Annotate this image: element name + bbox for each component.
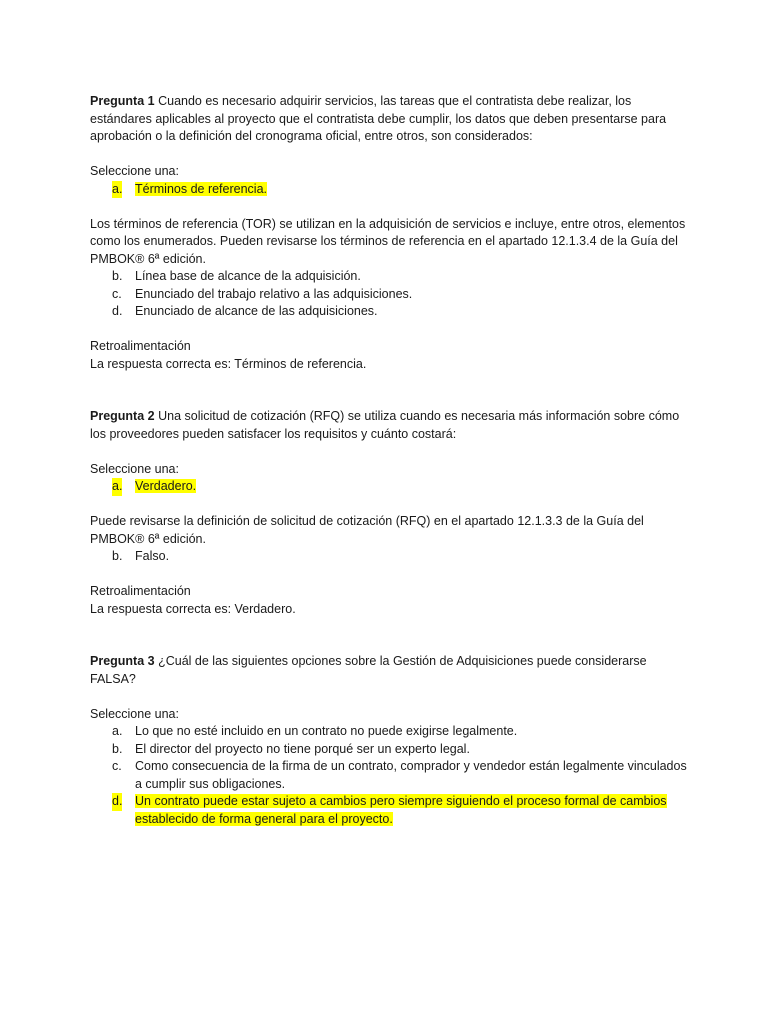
question-3: [90, 653, 690, 828]
question-2-feedback-title: Retroalimentación: [90, 584, 191, 598]
option-text: Enunciado del trabajo relativo a las adquisiciones.: [135, 286, 413, 301]
option-letter: d.: [112, 304, 123, 318]
question-3-option-a: [90, 723, 690, 741]
option-text: Línea base de alcance de la adquisición.: [135, 269, 361, 283]
question-1-highlighted-list: [90, 181, 690, 199]
option-letter: c.: [112, 759, 122, 773]
question-2-option-b: [90, 548, 690, 566]
question-3-option-b: [90, 741, 690, 759]
option-letter: c.: [112, 286, 122, 301]
option-text: Falso.: [135, 549, 170, 563]
question-2-prompt: [90, 408, 690, 443]
option-letter: b.: [112, 741, 123, 756]
question-2-select-prompt: Seleccione una:: [90, 461, 179, 476]
question-1-feedback-text: La respuesta correcta es: Términos de referencia.: [90, 356, 367, 371]
question-1-select-prompt: Seleccione una:: [90, 164, 179, 178]
option-text: Enunciado de alcance de las adquisiciones.: [135, 304, 378, 318]
question-1-prompt: [90, 93, 690, 146]
question-3-option-c: [90, 758, 690, 793]
option-text: Un contrato puede estar sujeto a cambios pero siempre siguiendo el proceso formal de cambios establecido de forma general para el proyecto.: [135, 794, 667, 826]
option-text: Lo que no esté incluido en un contrato no puede exigirse legalmente.: [135, 724, 518, 738]
question-1-explanation: Los términos de referencia (TOR) se utilizan en la adquisición de servicios e incluye, entre otros, elementos como los enumerados. Pueden revisarse los términos de referencia en el apartado 12.1.3.4 de la Guía del PMBOK® 6ª edición.: [90, 216, 686, 266]
question-1-option-b: [90, 268, 690, 286]
question-1: [90, 93, 690, 373]
option-text: Como consecuencia de la firma de un contrato, comprador y vendedor están legalmente vinculados a cumplir sus obligaciones.: [135, 759, 687, 791]
question-3-option-list: [90, 723, 690, 828]
question-1-text: Cuando es necesario adquirir servicios, las tareas que el contratista debe realizar, los estándares aplicables al proyecto que el contratista debe cumplir, los datos que deben presentarse para aprobación o la definición del cronograma oficial, entre otros, son considerados:: [90, 94, 667, 143]
option-text: El director del proyecto no tiene porqué ser un experto legal.: [135, 741, 470, 756]
option-letter: a.: [112, 181, 122, 199]
question-2-highlighted-list: [90, 478, 690, 496]
question-1-option-c: [90, 286, 690, 304]
option-letter: b.: [112, 549, 123, 563]
question-2-label: Pregunta 2: [90, 409, 155, 423]
question-1-option-a: [90, 181, 690, 199]
question-3-option-d: [90, 793, 690, 828]
option-letter: a.: [112, 478, 122, 496]
question-1-option-d: [90, 303, 690, 321]
question-2: [90, 408, 690, 618]
question-2-feedback-text: La respuesta correcta es: Verdadero.: [90, 601, 296, 616]
question-2-explanation: Puede revisarse la definición de solicitud de cotización (RFQ) en el apartado 12.1.3.3 de la Guía del PMBOK® 6ª edición.: [90, 514, 644, 546]
question-2-option-a: [90, 478, 690, 496]
question-1-feedback-title: Retroalimentación: [90, 339, 191, 353]
question-1-label: Pregunta 1: [90, 94, 155, 108]
question-1-option-list: [90, 268, 690, 321]
question-3-select-prompt: Seleccione una:: [90, 706, 179, 721]
question-3-prompt: [90, 653, 690, 688]
option-letter: b.: [112, 269, 123, 283]
document-body: [90, 93, 690, 828]
option-letter: d.: [112, 793, 122, 811]
question-2-option-list: [90, 548, 690, 566]
question-2-text: Una solicitud de cotización (RFQ) se utiliza cuando es necesaria más información sobre cómo los proveedores pueden satisfacer los requisitos y cuánto costará:: [90, 409, 680, 441]
option-letter: a.: [112, 724, 123, 738]
option-text: Términos de referencia.: [135, 181, 268, 196]
question-3-text: ¿Cuál de las siguientes opciones sobre la Gestión de Adquisiciones puede considerarse FALSA?: [90, 654, 647, 686]
option-text: Verdadero.: [135, 479, 197, 493]
question-3-label: Pregunta 3: [90, 654, 155, 668]
